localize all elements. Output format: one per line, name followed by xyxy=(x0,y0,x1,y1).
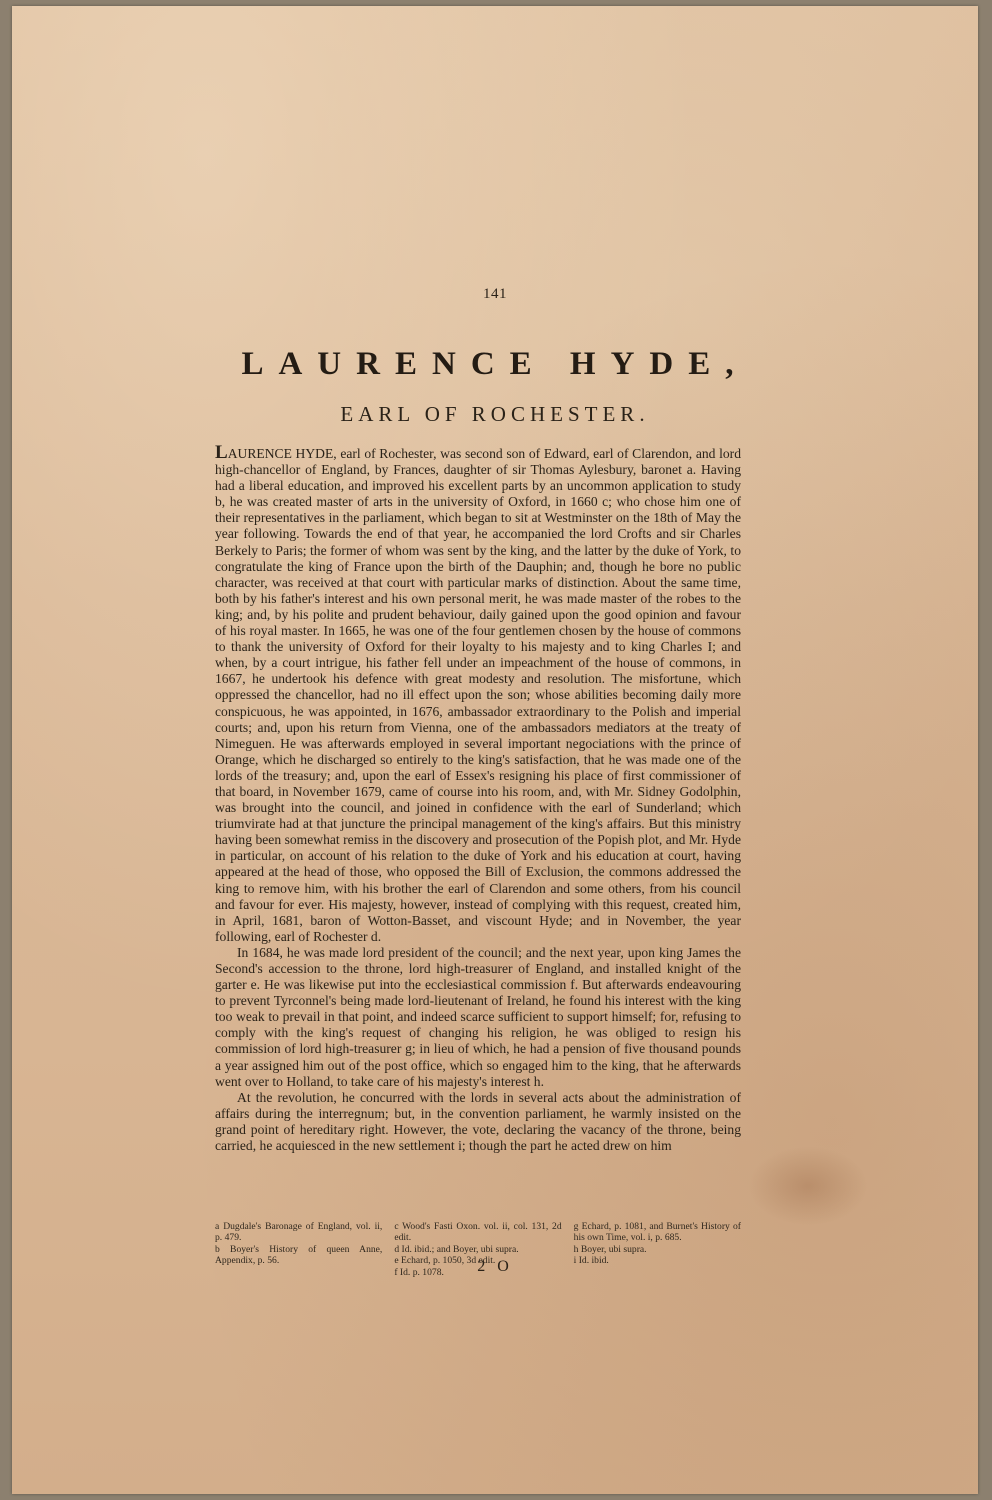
footnote: c Wood's Fasti Oxon. vol. ii, col. 131, 2d edit. xyxy=(394,1221,562,1244)
drop-cap: L xyxy=(215,442,228,463)
paragraph-3: At the revolution, he concurred with the lords in several acts about the administration of affairs during the interregnum; but, in the convention parliament, he warmly insisted on the grand point of hereditary right. However, the vote, declaring the vacancy of the throne, being carried, he acquiesced in the new settlement i; though the part he acted drew on him xyxy=(215,1089,741,1154)
footnote: d Id. ibid.; and Boyer, ubi supra. xyxy=(394,1243,519,1255)
footnote: e Echard, p. 1050, 3d edit. xyxy=(394,1255,496,1267)
biography-text xyxy=(215,442,741,1154)
page-title: LAURENCE HYDE, xyxy=(241,346,749,382)
paragraph-2: In 1684, he was made lord president of the council; and the next year, upon king James the Second's accession to the throne, lord high-treasurer of England, and installed knight of the garter e. He was likewise put into the ecclesiastical commission f. But afterwards endeavouring to prevent Tyrconnel's being made lord-lieutenant of Ireland, he found his interest with the king too weak to prevail in that point, and indeed scarce sufficient to support himself; for, refusing to comply with the king's request of changing his religion, he was obliged to resign his commission of lord high-treasurer g; in lieu of which, he had a pension of five thousand pounds a year assigned him out of the post office, which so engaged him to the king, that he afterwards went over to Holland, to take care of his majesty's interest h. xyxy=(215,944,741,1089)
footnote: g Echard, p. 1081, and Burnet's History of his own Time, vol. i, p. 685. xyxy=(573,1221,741,1244)
paragraph-1 xyxy=(215,442,741,945)
page-subtitle: EARL OF ROCHESTER. xyxy=(340,402,650,426)
paper-stain xyxy=(748,1146,868,1226)
paragraph-1-text: AURENCE HYDE, earl of Rochester, was second son of Edward, earl of Clarendon, and lord high-chancellor of England, by Frances, daughter of sir Thomas Aylesbury, baronet a. Having had a liberal education, and improved his excellent parts by an uncommon application to study b, he was created master of arts in the university of Oxford, in 1660 c; who chose him one of their representatives in the parliament, which began to sit at Westminster on the 18th of May the year following. Towards the end of that year, he accompanied the lord Crofts and sir Charles Berkely to Paris; the former of whom was sent by the king, and the latter by the duke of York, to congratulate the king of France upon the birth of the Dauphin; and, though he bore no public character, was received at that court with particular marks of distinction. About the same time, both by his father's interest and his own personal merit, he was made master of the robes to the king; and, by his polite and prudent behaviour, daily gained upon the good opinion and favour of his royal master. In 1665, he was one of the four gentlemen chosen by the house of commons to thank the university of Oxford for their loyalty to his majesty and to king Charles I; and when, by a court intrigue, his father fell under an impeachment of the house of commons, in 1667, he undertook his defence with great modesty and resolution. The misfortune, which oppressed the chancellor, had no ill effect upon the son; whose abilities becoming daily more conspicuous, he was appointed, in 1676, ambassador extraordinary to the Polish and imperial courts; and, upon his return from Vienna, one of the ambassadors mediators at the treaty of Nimeguen. He was afterwards employed in several important negociations with the prince of Orange, which he discharged so entirely to the king's satisfaction, that he was made one of the lords of the treasury; and, upon the earl of Essex's resigning his place of first commissioner of that board, in November 1679, came of course into his room, and, with Mr. Sidney Godolphin, was brought into the council, and joined in confidence with the earl of Sunderland; which triumvirate had at that juncture the principal management of the king's affairs. But this ministry having been somewhat remiss in the discovery and prosecution of the Popish plot, and Mr. Hyde in particular, on account of his relation to the duke of York and his education at court, having appeared at the head of those, who opposed the Bill of Exclusion, the commons addressed the king to remove him, with his brother the earl of Clarendon and some others, from his council and favour for ever. His majesty, however, instead of complying with this request, created him, in April, 1681, baron of Wotton-Basset, and viscount Hyde; and in November, the year following, earl of Rochester d. xyxy=(215,446,741,944)
footnote: h Boyer, ubi supra. xyxy=(573,1243,647,1255)
footnote: a Dugdale's Baronage of England, vol. ii, p. 479. xyxy=(215,1221,383,1244)
page-number: 141 xyxy=(483,286,507,302)
paper-sheet xyxy=(12,6,978,1494)
footnote: b Boyer's History of queen Anne, Appendix, p. 56. xyxy=(215,1243,383,1267)
footnote: i Id. ibid. xyxy=(573,1255,609,1267)
footnote: f Id. p. 1078. xyxy=(394,1266,444,1278)
signature-mark: 2 O xyxy=(477,1258,513,1275)
